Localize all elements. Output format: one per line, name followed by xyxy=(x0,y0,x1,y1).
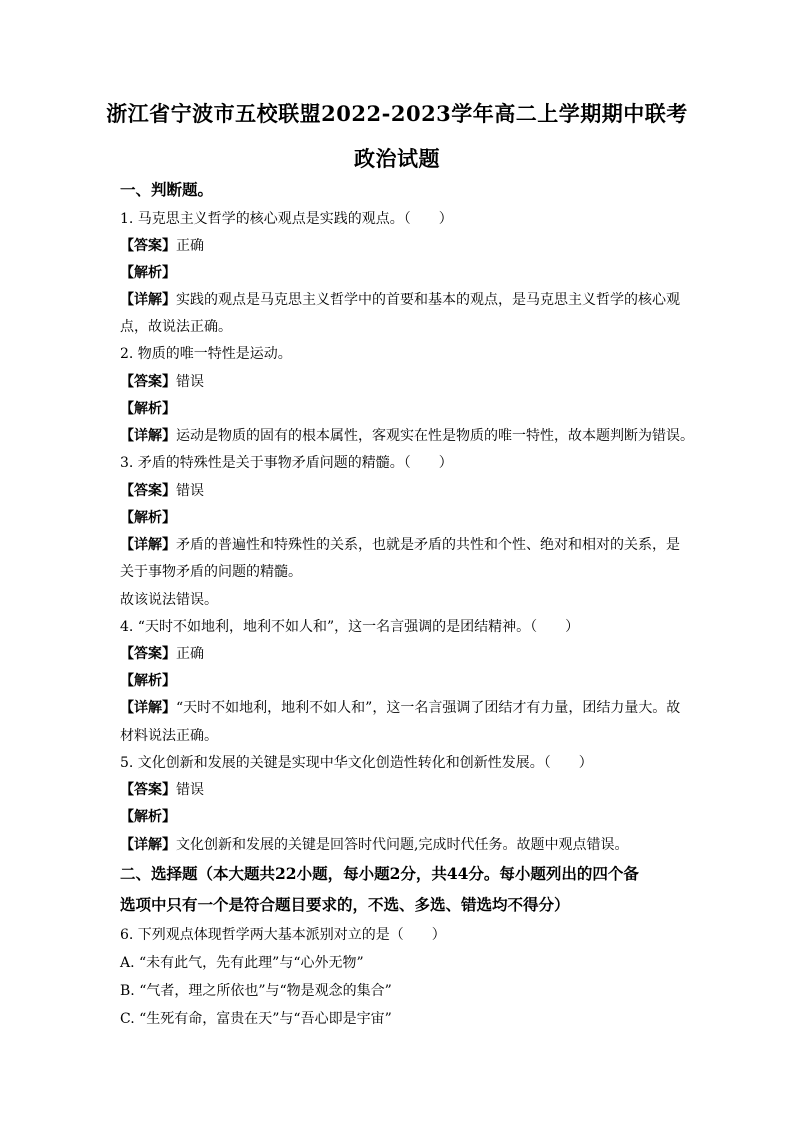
question-2: 2. 物质的唯一特性是运动。 xyxy=(120,346,292,362)
detail-tag: 【详解】 xyxy=(120,428,176,444)
detail-3-line-1 xyxy=(120,535,680,555)
answer-tag: 【答案】 xyxy=(120,483,176,499)
answer-value: 正确 xyxy=(176,238,204,254)
detail-text: “天时不如地利，地利不如人和”，这一名言强调了团结才有力量，团结力量大。故 xyxy=(176,700,681,716)
detail-4-line-1 xyxy=(120,698,680,718)
answer-1 xyxy=(120,236,680,256)
section-heading-choice-line-2: 选项中只有一个是符合题目要求的，不选、多选、错选均不得分） xyxy=(120,895,570,914)
question-3: 3. 矛盾的特殊性是关于事物矛盾问题的精髓。（ ） xyxy=(120,455,453,471)
detail-text: 文化创新和发展的关键是回答时代问题,完成时代任务。故题中观点错误。 xyxy=(176,837,629,853)
answer-4 xyxy=(120,644,680,664)
detail-1-line-1 xyxy=(120,290,680,310)
section-heading-choice-line-1: 二、选择题（本大题共22小题，每小题2分，共44分。每小题列出的四个备 xyxy=(120,864,639,883)
answer-value: 错误 xyxy=(176,782,204,798)
detail-4-line-2: 材料说法正确。 xyxy=(120,728,218,744)
document-title-line-2: 政治试题 xyxy=(354,146,440,171)
detail-text: 运动是物质的固有的根本属性，客观实在性是物质的唯一特性，故本题判断为错误。 xyxy=(176,428,694,444)
detail-text: 实践的观点是马克思主义哲学中的首要和基本的观点，是马克思主义哲学的核心观 xyxy=(176,292,680,308)
answer-tag: 【答案】 xyxy=(120,782,176,798)
document-title-line-1: 浙江省宁波市五校联盟2022-2023学年高二上学期期中联考 xyxy=(106,101,688,126)
detail-2-line-1 xyxy=(120,426,694,446)
answer-tag: 【答案】 xyxy=(120,238,176,254)
answer-value: 错误 xyxy=(176,374,204,390)
detail-tag: 【详解】 xyxy=(120,700,176,716)
answer-5 xyxy=(120,780,680,800)
question-4: 4. “天时不如地利，地利不如人和”，这一名言强调的是团结精神。（ ） xyxy=(120,619,580,635)
detail-3-line-2: 关于事物矛盾的问题的精髓。 xyxy=(120,564,302,580)
analysis-tag-4: 【解析】 xyxy=(120,673,176,689)
answer-value: 正确 xyxy=(176,646,204,662)
detail-5-line-1 xyxy=(120,835,680,855)
option-a: A. “未有此气，先有此理”与“心外无物” xyxy=(120,955,364,971)
analysis-tag-3: 【解析】 xyxy=(120,510,176,526)
answer-2 xyxy=(120,372,680,392)
detail-1-line-2: 点，故说法正确。 xyxy=(120,319,232,335)
detail-tag: 【详解】 xyxy=(120,537,176,553)
answer-tag: 【答案】 xyxy=(120,646,176,662)
answer-value: 错误 xyxy=(176,483,204,499)
question-6: 6. 下列观点体现哲学两大基本派别对立的是（ ） xyxy=(120,927,446,943)
question-5: 5. 文化创新和发展的关键是实现中华文化创造性转化和创新性发展。（ ） xyxy=(120,755,593,771)
section-heading-judgment: 一、判断题。 xyxy=(120,180,214,199)
detail-tag: 【详解】 xyxy=(120,292,176,308)
answer-3 xyxy=(120,481,680,501)
detail-text: 矛盾的普遍性和特殊性的关系，也就是矛盾的共性和个性、绝对和相对的关系，是 xyxy=(176,537,680,553)
option-b: B. “气者，理之所依也”与“物是观念的集合” xyxy=(120,983,392,999)
option-c: C. “生死有命，富贵在天”与“吾心即是宇宙” xyxy=(120,1011,392,1027)
detail-3-line-3: 故该说法错误。 xyxy=(120,592,218,608)
detail-tag: 【详解】 xyxy=(120,837,176,853)
question-1: 1. 马克思主义哲学的核心观点是实践的观点。（ ） xyxy=(120,211,453,227)
analysis-tag-1: 【解析】 xyxy=(120,265,176,281)
answer-tag: 【答案】 xyxy=(120,374,176,390)
analysis-tag-5: 【解析】 xyxy=(120,809,176,825)
analysis-tag-2: 【解析】 xyxy=(120,401,176,417)
